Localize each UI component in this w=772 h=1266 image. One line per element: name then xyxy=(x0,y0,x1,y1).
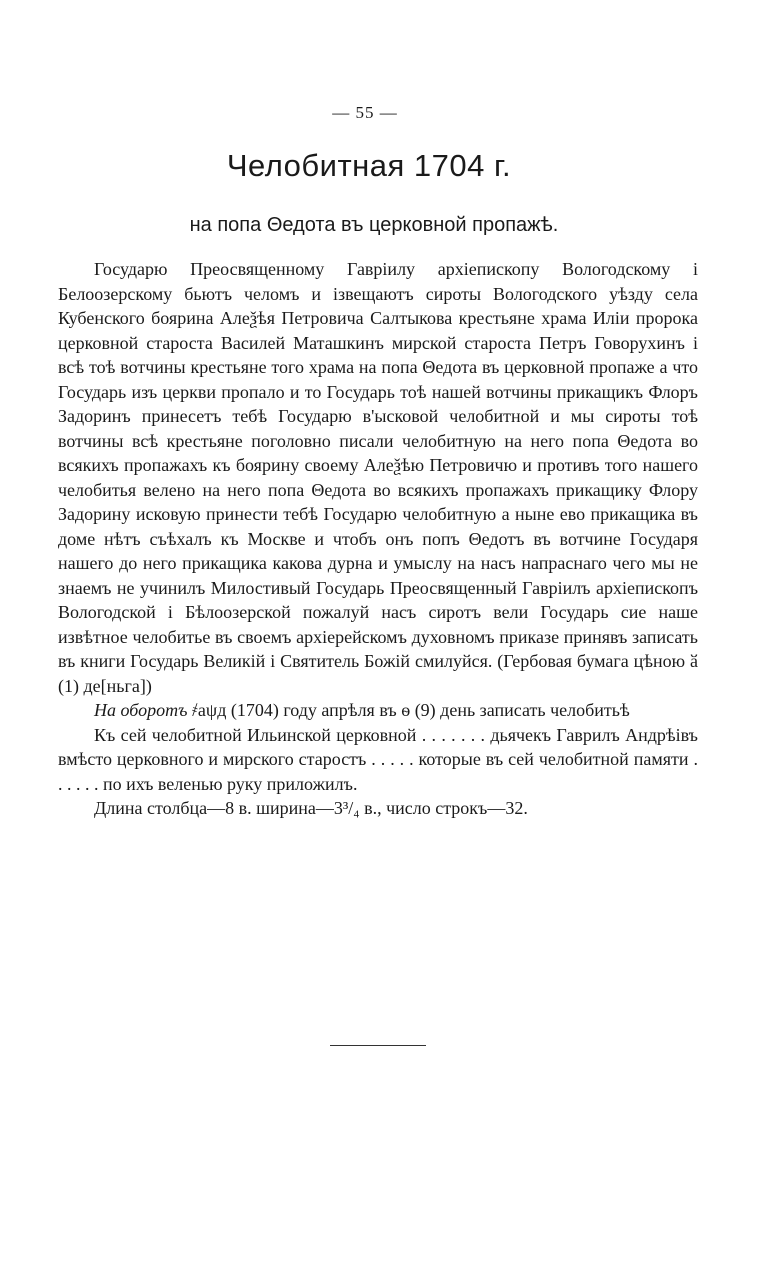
signature-paragraph: Къ сей челобитной Ильинской церковной . . . . . . . дьячекъ Гаврилъ Андрѣiвъ вмѣсто церковного и мирского старостъ . . . . . которые въ сей челобитной памяти . . . . . . по ихъ веленью руку приложилъ. xyxy=(58,724,698,794)
document-body xyxy=(58,257,698,821)
page-number: — 55 — xyxy=(332,103,398,122)
document-title: Челобитная 1704 г. xyxy=(226,148,512,183)
document-subtitle: на попа Θедота въ церковной пропажѣ. xyxy=(189,214,559,236)
reverse-note-paragraph xyxy=(58,698,698,723)
dimensions-paragraph: Длина столбца—8 в. ширина—3³/₄ в., число строкъ—32. xyxy=(94,798,528,818)
closing-rule xyxy=(330,1045,426,1046)
petition-paragraph: Государю Преосвященному Гаврiилу архiепископу Вологодскому i Белоозерскому бьютъ челомъ и iзвещаютъ сироты Вологодского уѣзду села Кубенского боярина Алеѯѣя Петровича Салтыкова крестьяне храма Илiи пророка церковной староста Василей Маташкинъ мирской староста Петръ Говорухинъ i всѣ тоѣ вотчины крестьяне того храма на попа Θедота въ церковной пропаже а что Государь изъ церкви пропало и то Государь тоѣ нашей вотчины прикащикъ Флоръ Задоринъ принесетъ тебѣ Государю в'ысковой челобитной и мы сироты тоѣ вотчины всѣ крестьяне поголовно писали челобитную на него попа Θедота во всякихъ пропажахъ къ боярину своему Алеѯѣю Петровичю и противъ того нашего челобитья велено на него попа Θедота во всякихъ пропажахъ прикащику Флору Задорину исковую принести тебѣ Государю челобитную а ныне ево прикащика въ доме нѣтъ съѣхалъ къ Москве и чтобъ онъ попъ Θедотъ въ вотчине Государя нашего до него прикащика какова дурна и умыслу на насъ напраснаго чего мы не знаемъ не учинилъ Милостивый Государь Преосвященный Гаврiилъ архiепископъ Вологодской i Бѣлоозерской пожалуй насъ сиротъ вели Государь сие наше извѣтное челобитье въ своемъ архiерейскомъ духовномъ приказе принявъ записать въ книги Государь Великiй i Святитель Божiй смилуйся. (Гербовая бумага цѣною ӑ (1) де[ньга]) xyxy=(58,259,698,696)
reverse-label: На оборотъ xyxy=(94,700,188,720)
reverse-text: ҂аψд (1704) году апрѣля въ ѳ (9) день записать челобитьѣ xyxy=(191,700,630,720)
